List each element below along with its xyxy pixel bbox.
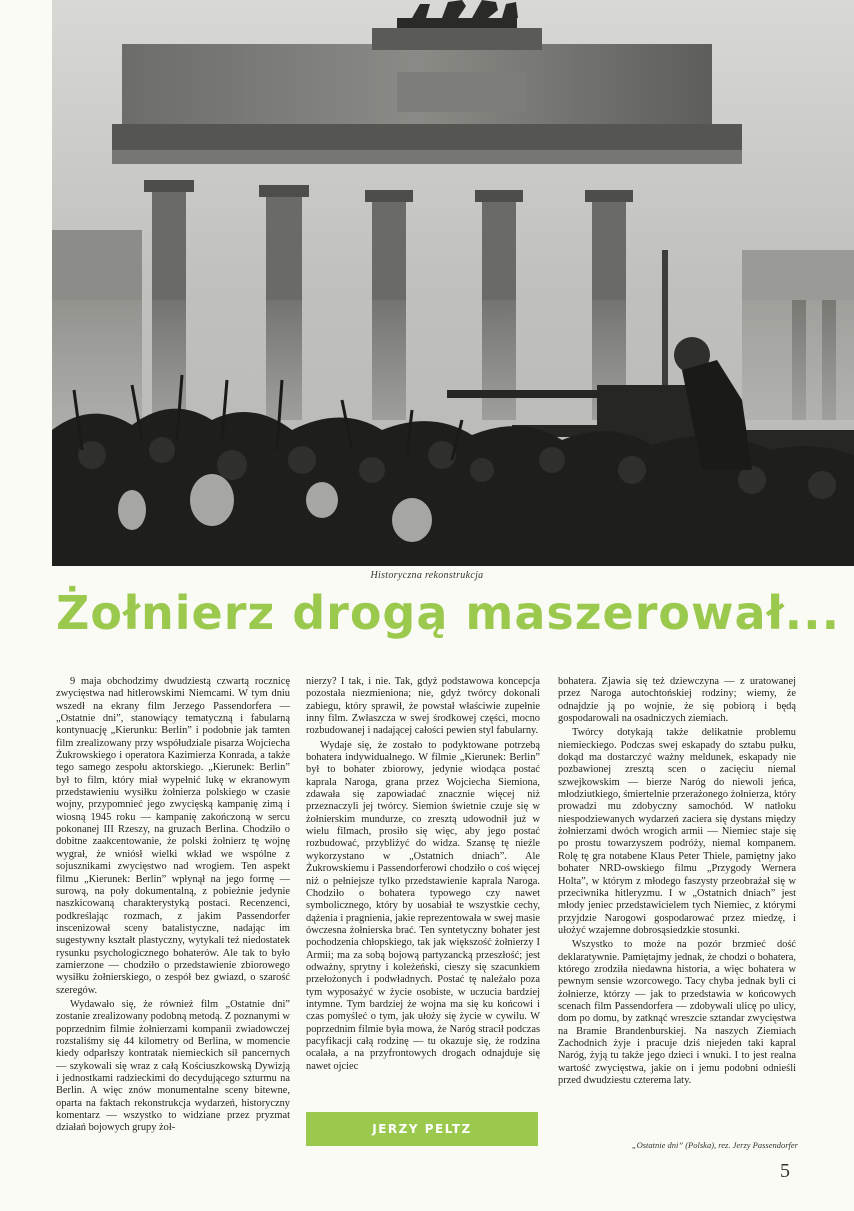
paragraph: bohatera. Zjawia się też dziewczyna — z uratowanej przez Naroga autochtońskiej rodziny; wiemy, że odnajdzie ją po wojnie, że się pobiorą i będą gospodarowali na osadniczych ziemiach. [558,676,796,725]
author-box: JERZY PELTZ [306,1112,538,1146]
paragraph: 9 maja obchodzimy dwudziestą czwartą rocznicę zwycięstwa nad hitlerowskimi Niemcami. W tym dniu wszedł na ekrany film Jerzego Passendorfera — „Ostatnie dni”, stanowiący tematyczną i fabularną kontynuację „Kierunku: Berlin” i podobnie jak tamten film zrealizowany przy współudziale pisarza Wojciecha Żukrowskiego i operatora Kazimierza Konrada, a także tego samego zespołu aktorskiego. „Kierunek: Berlin” był to film, który miał wypełnić lukę w ekranowym przedstawieniu wysiłku żołnierza polskiego w czasie wojny, przypomnieć jego zwycięską kampanię zimą i wiosną 1945 roku — kampanię zakończoną w sercu pokonanej III Rzeszy, na gruzach Berlina. Chodziło o dobitne zaakcentowanie, że polski żołnierz tę wojnę wygrał, że wniósł wielki wkład we wspólne z sojusznikami zwycięstwo nad wrogiem. Ten aspekt filmu „Kierunek: Berlin” wpłynął na jego formę — surową, na poły dokumentalną, z pobieżnie jedynie naszkicowaną charakterystyką postaci. Recenzenci, podkreślając rozmach, z jakim Passendorfer inscenizował sceny batalistyczne, nadając im sugestywny kształt plastyczny, wytykali też niedostatek rysunku psychologicznego bohaterów. Ale tak to było zamierzone — chodziło o przedstawienie zbiorowego wysiłku żołnierskiego, o zespół bez gwiazd, o szarość szeregów. [56,676,290,996]
paragraph: Twórcy dotykają także delikatnie problemu niemieckiego. Podczas swej eskapady do sztabu pułku, dokąd ma dostarczyć ważny meldunek, eskapady nie pozbawionej zresztą scen o zacięciu niemal szwejkowskim — bierze Naróg do niewoli jeńca, młodziutkiego, śmiertelnie przerażonego żołnierza, który prowadzi mu zdobyczny samochód. W natłoku niespodziewanych wydarzeń zaciera się dystans między żołnierzami dwóch wrogich armii — Niemiec staje się po prostu towarzyszem podróży, niemal kompanem. Rolę tę gra notabene Klaus Peter Thiele, pamiętny jako bohater NRD-owskiego filmu „Przygody Wernera Holta”, w którym z młodego faszysty przeobrażał się w przeciwnika hitleryzmu. I w „Ostatnich dniach” jest młody jeniec przedstawicielem tych Niemiec, z którymi przyjdzie Narogowi gospodarować przez miedzę, i ułożyć wzajemne dobrosąsiedzkie stosunki. [558,727,796,936]
article-headline: Żołnierz drogą maszerował... [56,586,841,640]
photo-caption: Historyczna rekonstrukcja [370,570,484,581]
article-column-2 [306,676,540,1073]
brandenburg-gate-photo [52,0,854,566]
paragraph: nierzy? I tak, i nie. Tak, gdyż podstawowa koncepcja pozostała niezmieniona; nie, gdyż twórcy dokonali zabiegu, który sprawił, że powstał właściwie zupełnie inny film. Zwłaszcza w swej środkowej części, mocno rozbudowanej i nadającej całości pewien styl fabularny. [306,676,540,737]
page-number: 5 [780,1160,790,1182]
article-column-3 [558,676,796,1087]
paragraph: Wydawało się, że również film „Ostatnie dni” zostanie zrealizowany podobną metodą. Z poznanymi w poprzednim filmie żołnierzami kompanii zwiadowczej rozstaliśmy się 44 kilometry od Berlina, w momencie kiedy odparłszy kontratak niemieckich sił pancernych — szykowali się wraz z całą Kościuszkowską Dywizją i jednostkami radzieckimi do decydującego szturmu na Berlin. A więc znów monumentalne sceny bitewne, oparta na faktach rekonstrukcja wydarzeń, historyczny komentarz — wszystko to widziane przez pryzmat działań bojowych grupy żoł- [56,998,290,1134]
article-column-1 [56,676,290,1135]
paragraph: Wydaje się, że zostało to podyktowane potrzebą bohatera indywidualnego. W filmie „Kierunek: Berlin” był to bohater zbiorowy, jedynie wiodąca postać kaprala Naroga, grana przez Wojciecha Siemiona, zdawała się zapowiadać znacznie więcej niż przeznaczyli jej twórcy. Siemion świetnie czuje się w żołnierskim mundurze, co zresztą udowodnił już w wielu filmach, prosiło się więc, aby jego postać rozbudować, przybliżyć do widza. Szansę tę nieźle wykorzystano w „Ostatnich dniach”. Ale Żukrowskiemu i Passendorferowi chodziło o coś więcej niż o pełniejsze tylko przedstawienie kaprala Naroga. Chodziło o bohatera typowego czy nawet symbolicznego, który by uosabiał te wszystkie cechy, dążenia i pragnienia, jakie reprezentowała w swej masie ówczesna żołnierska brać. Ten syntetyczny bohater jest pochodzenia chłopskiego, tak jak większość żołnierzy I Armii; ma za sobą bojową partyzancką przeszłość; jest odważny, sprytny i koleżeński, cieszy się szacunkiem przełożonych i podwładnych. Postać tę należało poza tym wyposażyć w życie osobiste, w uczucia bardziej intymne. Tym bardziej że wojna ma się ku końcowi i czas pomyśleć o tym, jak ułoży się życie w cywilu. W poprzednim filmie była mowa, że Naróg stracił podczas pacyfikacji całą rodzinę — tu okazuje się, że rodzina ocalała, a na przyfrontowych drogach odnajduje się nawet ojciec [306,739,540,1072]
film-credit: „Ostatnie dni” (Polska), rez. Jerzy Passendorfer [631,1140,798,1150]
paragraph: Wszystko to może na pozór brzmieć dość deklaratywnie. Pamiętajmy jednak, że chodzi o bohatera, którego zrodziła niedawna historia, a więc bohatera w pewnym sensie wzorcowego. Tacy chyba jednak byli ci żołnierze, którzy — jak to przedstawia w końcowych scenach film Passendorfera — zdobywali ulicę po ulicy, dom po domu, by zatknąć wreszcie sztandar zwycięstwa na Bramie Brandenburskiej. Na naszych Ziemiach Zachodnich żyje i pracuje dziś niejeden taki kapral Naróg, żyją tu także jego dzieci i wnuki. I to jest realna wartość zwycięstwa, jakie on i jemu podobni odnieśli przed dwudziestu czterema laty. [558,939,796,1086]
